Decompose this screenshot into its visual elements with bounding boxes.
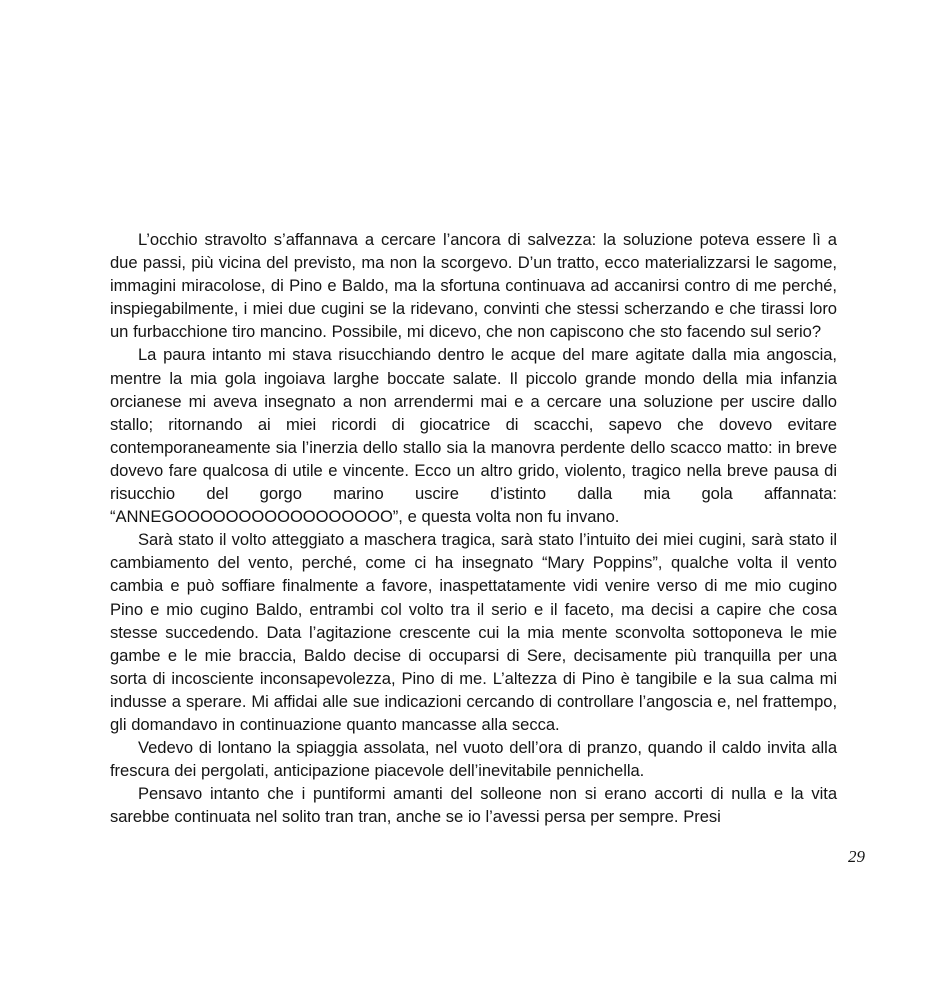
body-paragraph-5: Pensavo intanto che i puntiformi amanti del solleone non si erano accorti di nulla e la vita sarebbe continuata nel solito tran tran, anche se io l’avessi persa per sempre. Presi xyxy=(110,784,837,827)
page-text-block xyxy=(110,228,837,828)
page-number: 29 xyxy=(848,847,865,866)
body-paragraph-1: L’occhio stravolto s’affannava a cercare l’ancora di salvezza: la soluzione poteva essere lì a due passi, più vicina del previsto, ma non la scorgevo. D’un tratto, ecco materializzarsi le sagome, immagini miracolose, di Pino e Baldo, ma la sfortuna continuava ad accanirsi contro di me perché, inspiegabilmente, i miei due cugini se la ridevano, convinti che stessi scherzando e che tirassi loro un furbacchione tiro mancino. Possibile, mi dicevo, che non capiscono che sto facendo sul serio? xyxy=(110,230,837,342)
body-paragraph-3: Sarà stato il volto atteggiato a maschera tragica, sarà stato l’intuito dei miei cugini, sarà stato il cambiamento del vento, perché, come ci ha insegnato “Mary Poppins”, qualche volta il vento cambia e può soffiare finalmente a favore, inaspettatamente vidi venire verso di me mio cugino Pino e mio cugino Baldo, entrambi col volto tra il serio e il faceto, ma decisi a capire che cosa stesse succedendo. Data l’agitazione crescente cui la mia mente sconvolta sottoponeva le mie gambe e le mie braccia, Baldo decise di occuparsi di Sere, decisamente più tranquilla per una sorta di incosciente inconsapevolezza, Pino di me. L’altezza di Pino è tangibile e la sua calma mi indusse a sperare. Mi affidai alle sue indicazioni cercando di controllare l’angoscia e, nel frattempo, gli domandavo in continuazione quanto mancasse alla secca. xyxy=(110,530,837,734)
body-paragraph-4: Vedevo di lontano la spiaggia assolata, nel vuoto dell’ora di pranzo, quando il caldo invita alla frescura dei pergolati, anticipazione piacevole dell’inevitabile pennichella. xyxy=(110,738,837,781)
body-paragraph-2: La paura intanto mi stava risucchiando dentro le acque del mare agitate dalla mia angoscia, mentre la mia gola ingoiava larghe boccate salate. Il piccolo grande mondo della mia infanzia orcianese mi aveva insegnato a non arrendermi mai e a cercare una soluzione per uscire dallo stallo; ritornando ai miei ricordi di giocatrice di scacchi, sapevo che dovevo evitare contemporaneamente sia l’inerzia dello stallo sia la manovra perdente dello scacco matto: in breve dovevo fare qualcosa di utile e vincente. Ecco un altro grido, violento, tragico nella breve pausa di risucchio del gorgo marino uscire d’istinto dalla mia gola affannata: “ANNEGOOOOOOOOOOOOOOOOO”, e questa volta non fu invano. xyxy=(110,345,837,527)
